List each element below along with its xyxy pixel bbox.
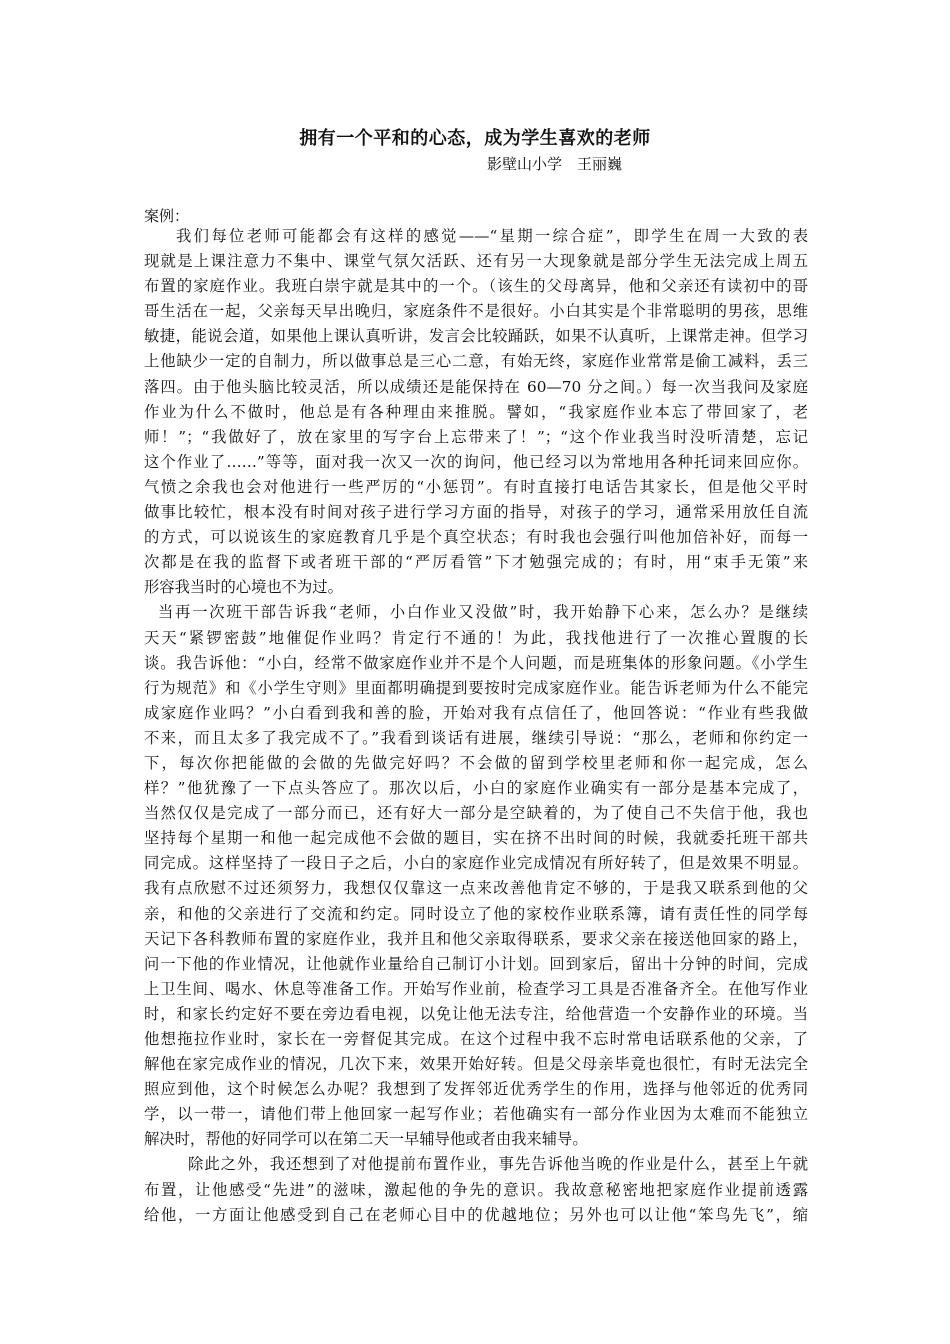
text-line: 现就是上课注意力不集中、课堂气氛欠活跃、还有另一大现象就是部分学生无法完成上周五	[144, 252, 808, 271]
text-line: 上卫生间、喝水、休息等准备工作。开始写作业前，检查学习工具是否准备齐全。在他写作业	[144, 979, 808, 998]
text-line: 上他缺少一定的自制力，所以做事总是三心二意，有始无终，家庭作业常常是偷工减料，丢三	[144, 352, 808, 371]
text-line: 布置的家庭作业。我班白崇宇就是其中的一个。（该生的父母离异，他和父亲还有读初中的哥	[144, 277, 808, 296]
text-line: 敏捷，能说会道，如果他上课认真听讲，发言会比较踊跃，如果不认真听，上课常走神。但学习	[144, 327, 808, 346]
text-line: 除此之外，我还想到了对他提前布置作业，事先告诉他当晚的作业是什么，甚至上午就	[188, 1155, 808, 1174]
text-line: 亲，和他的父亲进行了交流和约定。同时设立了他的家校作业联系簿，请有责任性的同学每	[144, 904, 808, 923]
text-line: 问一下他的作业情况，让他就作业量给自己制订小计划。回到家后，留出十分钟的时间，完成	[144, 954, 808, 973]
author-line: 影壁山小学 王丽巍	[487, 155, 623, 173]
text-line: 谈。我告诉他：“小白，经常不做家庭作业并不是个人问题，而是班集体的形象问题。《小学生	[144, 653, 808, 672]
text-line: 解他在家完成作业的情况，几次下来，效果开始好转。但是父母亲毕竟也很忙，有时无法完全	[144, 1055, 808, 1074]
text-line: 当再一次班干部告诉我“老师，小白作业又没做”时，我开始静下心来，怎么办？是继续	[158, 603, 808, 622]
text-line: 我们每位老师可能都会有这样的感觉——“星期一综合症”，即学生在周一大致的表	[176, 227, 808, 245]
text-line: 不来，而且太多了我完成不了。”我看到谈话有进展，继续引导说：“那么，老师和你约定一	[144, 728, 808, 747]
text-line: 当然仅仅是完成了一部分而已，还有好大一部分是空缺着的，为了使自己不失信于他，我也	[144, 804, 808, 823]
text-line: 样？”他犹豫了一下点头答应了。那次以后，小白的家庭作业确实有一部分是基本完成了，	[144, 779, 808, 798]
text-line: 布置，让他感受“先进”的滋味，激起他的争先的意识。我故意秘密地把家庭作业提前透露	[144, 1180, 808, 1199]
text-line: 下，每次你把能做的会做的先做完好吗？不会做的留到学校里老师和你一起完成，怎么	[144, 753, 808, 772]
text-line: 的方式，可以说该生的家庭教育几乎是个真空状态；有时我也会强行叫他加倍补好，而每一	[144, 528, 808, 547]
text-line: 次都是在我的监督下或者班干部的“严厉看管”下才勉强完成的；有时，用“束手无策”来	[144, 553, 808, 572]
text-line: 作业为什么不做时，他总是有各种理由来推脱。譬如，“我家庭作业本忘了带回家了，老	[144, 402, 808, 421]
text-line: 坚持每个星期一和他一起完成他不会做的题目，实在挤不出时间的时候，我就委托班干部共	[144, 829, 808, 848]
text-line: 成家庭作业吗？”小白看到我和善的脸，开始对我有点信任了，他回答说：“作业有些我做	[144, 703, 808, 722]
text-line: 解决时，帮他的好同学可以在第二天一早辅导他或者由我来辅导。	[144, 1130, 588, 1149]
text-line: 天记下各科教师布置的家庭作业，我并且和他父亲取得联系，要求父亲在接送他回家的路上，	[144, 929, 808, 948]
text-line: 哥生活在一起，父亲每天早出晚归，家庭条件不是很好。小白其实是个非常聪明的男孩，思维	[144, 302, 808, 321]
text-line: 同完成。这样坚持了一段日子之后，小白的家庭作业完成情况有所好转了，但是效果不明显。	[144, 854, 808, 873]
text-line: 天天“紧锣密鼓”地催促作业吗？肯定行不通的！为此，我找他进行了一次推心置腹的长	[144, 628, 808, 647]
text-line: 照应到他，这个时候怎么办呢？我想到了发挥邻近优秀学生的作用，选择与他邻近的优秀同	[144, 1080, 808, 1099]
document-title: 拥有一个平和的心态，成为学生喜欢的老师	[299, 128, 651, 149]
body-text	[144, 224, 808, 1228]
text-line: 时，和家长约定好不要在旁边看电视，以免让他无法专注，给他营造一个安静作业的环境。当	[144, 1004, 808, 1023]
text-line: 他想拖拉作业时，家长在一旁督促其完成。在这个过程中我不忘时常电话联系他的父亲，了	[144, 1030, 808, 1048]
section-label: 案例：	[144, 207, 190, 225]
text-line: 这个作业了……”等等，面对我一次又一次的询问，他已经习以为常地用各种托词来回应你。	[144, 452, 808, 471]
text-line: 我有点欣慰不过还须努力，我想仅仅靠这一点来改善他肯定不够的，于是我又联系到他的父	[144, 879, 808, 898]
text-line: 做事比较忙，根本没有时间对孩子进行学习方面的指导，对孩子的学习，通常采用放任自流	[144, 503, 808, 522]
text-line: 给他，一方面让他感受到自己在老师心目中的优越地位；另外也可以让他“笨鸟先飞”，缩	[144, 1205, 808, 1224]
text-line: 师！”；“我做好了，放在家里的写字台上忘带来了！”；“这个作业我当时没听清楚，忘记	[144, 427, 808, 446]
text-line: 行为规范》和《小学生守则》里面都明确提到要按时完成家庭作业。能告诉老师为什么不能完	[144, 678, 808, 697]
text-line: 形容我当时的心境也不为过。	[144, 578, 343, 597]
text-line: 学，以一带一，请他们带上他回家一起写作业；若他确实有一部分作业因为太难而不能独立	[144, 1105, 808, 1124]
text-line: 落四。由于他头脑比较灵活，所以成绩还是能保持在 60—70 分之间。）每一次当我问及家庭	[144, 377, 808, 396]
text-line: 气愤之余我也会对他进行一些严厉的“小惩罚”。有时直接打电话告其家长，但是他父平时	[144, 477, 808, 496]
